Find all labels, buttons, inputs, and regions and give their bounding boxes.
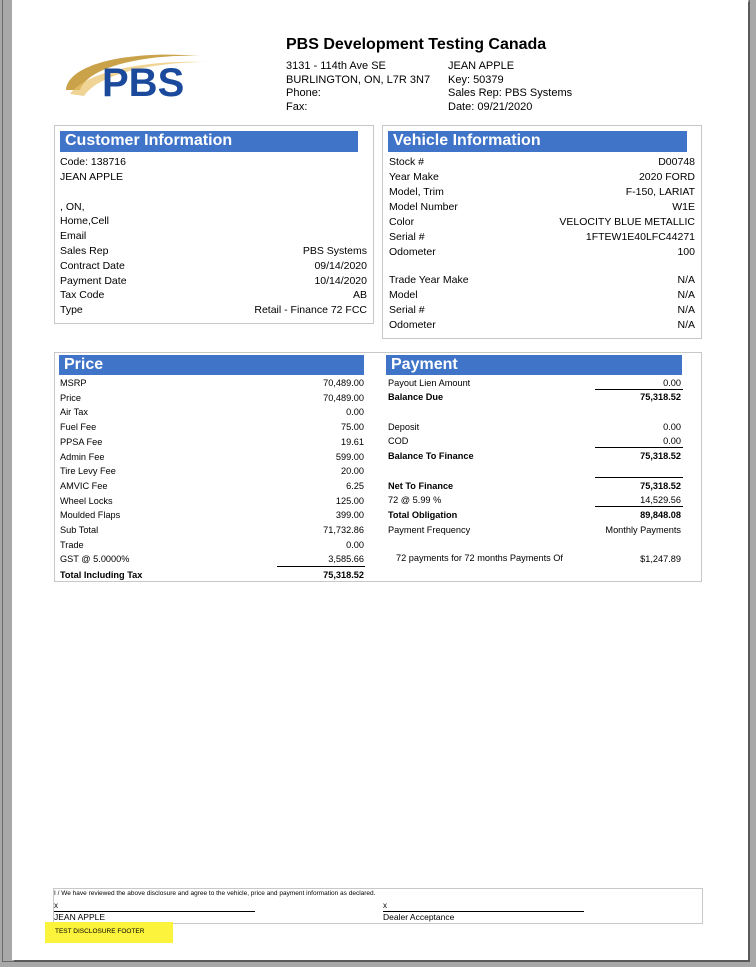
price-row-label: PPSA Fee <box>60 436 103 447</box>
trade-row-value: N/A <box>677 289 695 301</box>
customer-signature-name: JEAN APPLE <box>54 912 106 922</box>
customer-row-label: Type <box>60 304 83 317</box>
customer-phones: Home,Cell <box>60 215 110 227</box>
customer-row-label: Sales Rep <box>60 245 109 257</box>
customer-row-value: 09/14/2020 <box>314 259 367 272</box>
vehicle-info-title: Vehicle Information <box>388 131 687 152</box>
net-to-finance-label: Net To Finance <box>388 481 454 491</box>
company-name: PBS Development Testing Canada <box>286 36 547 53</box>
dealer-acceptance-label: Dealer Acceptance <box>383 912 455 922</box>
trade-row-value: N/A <box>677 274 695 286</box>
payout-lien-label: Payout Lien Amount <box>388 378 471 388</box>
company-address1: 3131 - 114th Ave SE <box>286 60 386 72</box>
price-row-value: 6.25 <box>346 480 364 491</box>
btf-rule <box>595 447 683 448</box>
customer-x-mark: x <box>54 901 58 910</box>
vehicle-row-value: W1E <box>672 201 695 213</box>
vehicle-row-value: D00748 <box>658 156 695 168</box>
vehicle-row-label: Stock # <box>389 156 425 168</box>
deposit-value: 0.00 <box>663 422 681 432</box>
vehicle-row-label: Year Make <box>389 171 439 183</box>
customer-row-value: PBS Systems <box>302 245 367 257</box>
price-total-value: 75,318.52 <box>323 570 364 580</box>
obligation-rule <box>595 506 683 507</box>
price-row-value: 0.00 <box>346 407 364 418</box>
price-row-value: 599.00 <box>335 451 364 462</box>
rate-value: 14,529.56 <box>640 495 681 505</box>
logo-text: PBS <box>102 61 185 105</box>
test-disclosure-footer: TEST DISCLOSURE FOOTER <box>55 928 145 935</box>
payment-summary-value: $1,247.89 <box>640 554 681 564</box>
vehicle-row-label: Color <box>389 216 415 228</box>
dealer-x-mark: x <box>383 901 387 910</box>
customer-row-label: Tax Code <box>60 289 105 302</box>
payment-summary-label: 72 payments for 72 months Payments Of <box>396 553 563 563</box>
trade-row-label: Model <box>389 289 418 301</box>
price-row-label: Tire Levy Fee <box>60 466 116 477</box>
price-row-label: Wheel Locks <box>60 495 113 506</box>
customer-email-label: Email <box>60 230 87 242</box>
company-phone: Phone: <box>286 87 321 99</box>
customer-row-label: Payment Date <box>60 274 127 287</box>
company-address2: BURLINGTON, ON, L7R 3N7 <box>286 74 431 86</box>
deal-date: Date: 09/21/2020 <box>448 101 533 113</box>
net-to-finance-value: 75,318.52 <box>640 481 681 491</box>
balance-to-finance-label: Balance To Finance <box>388 451 474 461</box>
total-obligation-label: Total Obligation <box>388 510 458 520</box>
deal-key: Key: 50379 <box>448 74 504 86</box>
balance-due-value: 75,318.52 <box>640 392 681 402</box>
price-row-value: 70,489.00 <box>323 392 364 403</box>
balance-due-label: Balance Due <box>388 392 444 402</box>
trade-row-value: N/A <box>677 319 695 331</box>
price-row-label: Trade <box>60 539 84 550</box>
vehicle-row-value: VELOCITY BLUE METALLIC <box>559 216 695 228</box>
ntf-rule <box>595 477 683 478</box>
price-row-label: Sub Total <box>60 525 99 535</box>
deposit-label: Deposit <box>388 422 420 432</box>
price-row-label: Price <box>60 392 81 403</box>
customer-code: Code: 138716 <box>60 156 126 168</box>
vehicle-row-label: Serial # <box>389 231 425 243</box>
customer-row-value: 10/14/2020 <box>314 274 367 287</box>
vehicle-row-value: 1FTEW1E40LFC44271 <box>585 231 695 243</box>
vehicle-row-value: 2020 FORD <box>638 171 695 183</box>
price-row-value: 71,732.86 <box>323 525 364 535</box>
cod-label: COD <box>388 436 409 446</box>
price-row-label: Moulded Flaps <box>60 510 121 521</box>
vehicle-row-label: Model, Trim <box>389 186 444 198</box>
price-row-value: 125.00 <box>335 495 364 506</box>
price-row-value: 0.00 <box>346 539 364 550</box>
total-obligation-value: 89,848.08 <box>640 510 681 520</box>
deal-sales-rep: Sales Rep: PBS Systems <box>448 87 573 99</box>
price-row-label: AMVIC Fee <box>60 480 108 491</box>
price-row-label: MSRP <box>60 378 87 388</box>
pbs-logo <box>58 50 228 110</box>
trade-row-value: N/A <box>677 304 695 316</box>
trade-row-label: Trade Year Make <box>389 274 469 286</box>
trade-row-label: Serial # <box>389 304 425 316</box>
price-row-label: Fuel Fee <box>60 422 97 433</box>
price-row-value: 399.00 <box>335 510 364 521</box>
vehicle-row-value: F-150, LARIAT <box>625 186 695 198</box>
vehicle-row-label: Model Number <box>389 201 458 213</box>
price-total-label: Total Including Tax <box>60 570 143 580</box>
balance-to-finance-value: 75,318.52 <box>640 451 681 461</box>
price-row-value: 3,585.66 <box>328 554 364 565</box>
customer-info-title: Customer Information <box>60 131 358 152</box>
payout-lien-value: 0.00 <box>663 378 681 388</box>
vehicle-row-value: 100 <box>677 246 695 258</box>
payment-frequency-value: Monthly Payments <box>605 525 681 535</box>
price-row-value: 19.61 <box>341 436 364 447</box>
price-row-value: 70,489.00 <box>323 378 364 388</box>
price-row-label: GST @ 5.0000% <box>60 554 130 565</box>
disclosure-text: I / We have reviewed the above disclosure and agree to the vehicle, price and payment information as declared. <box>54 890 376 897</box>
payment-frequency-label: Payment Frequency <box>388 525 471 535</box>
customer-row-value: AB <box>352 289 367 302</box>
customer-row-value: Retail - Finance 72 FCC <box>254 304 367 317</box>
company-fax: Fax: <box>286 101 308 113</box>
price-row-value: 20.00 <box>341 466 364 477</box>
price-row-label: Air Tax <box>60 407 88 418</box>
deal-customer-name: JEAN APPLE <box>448 60 515 72</box>
customer-city: , ON, <box>60 201 85 213</box>
cod-value: 0.00 <box>663 436 681 446</box>
customer-row-label: Contract Date <box>60 259 125 272</box>
customer-name: JEAN APPLE <box>60 171 124 183</box>
vehicle-row-label: Odometer <box>389 246 436 258</box>
price-row-label: Admin Fee <box>60 451 105 462</box>
rate-label: 72 @ 5.99 % <box>388 495 442 505</box>
price-row-value: 75.00 <box>341 422 364 433</box>
trade-row-label: Odometer <box>389 319 436 331</box>
price-title: Price <box>59 355 364 375</box>
payment-title: Payment <box>386 355 682 375</box>
